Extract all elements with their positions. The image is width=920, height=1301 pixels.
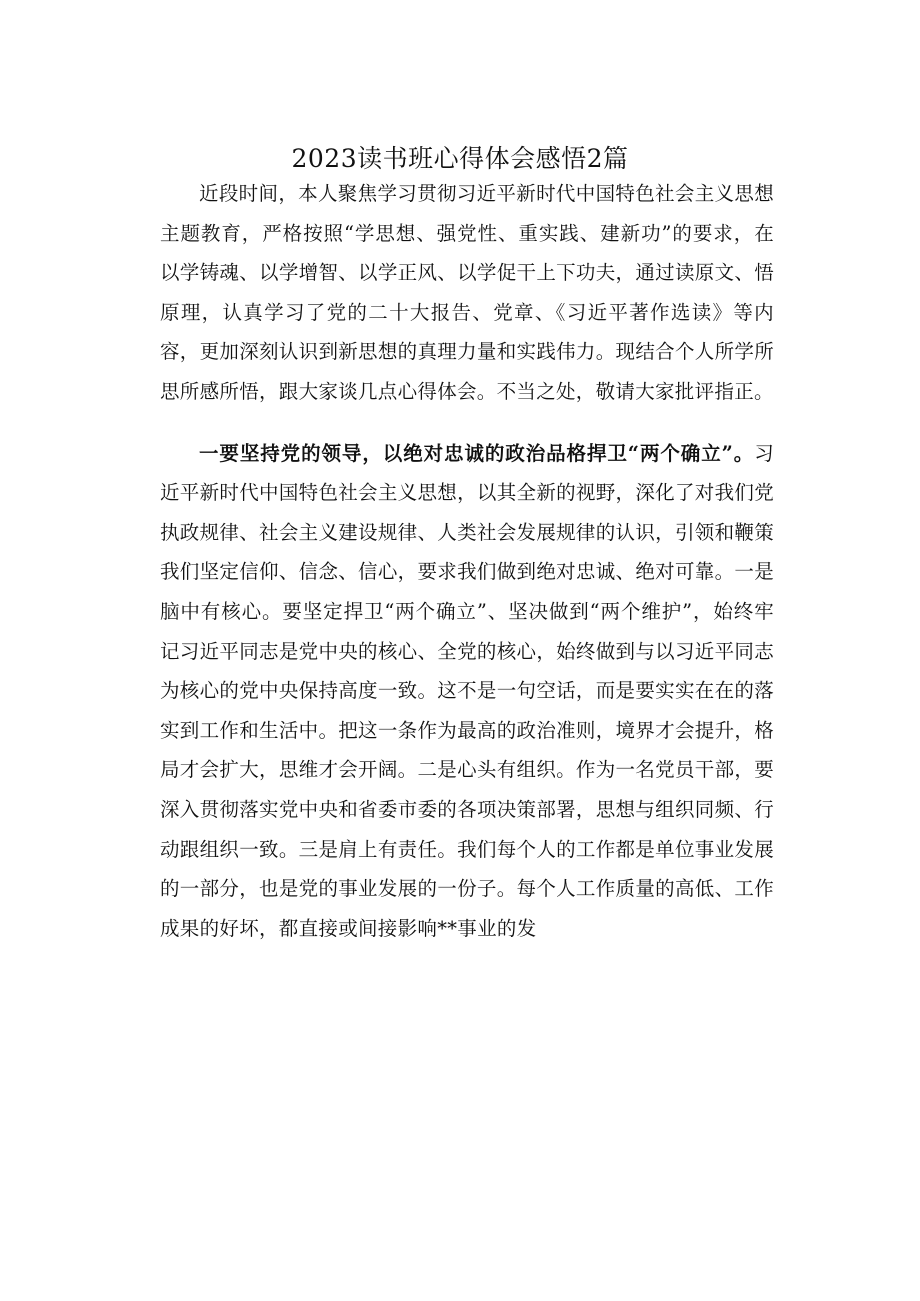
document-body <box>160 174 774 948</box>
section-1-paragraph <box>160 434 774 949</box>
intro-paragraph: 近段时间，本人聚焦学习贯彻习近平新时代中国特色社会主义思想主题教育，严格按照“学思想、强党性、重实践、建新功”的要求，在以学铸魂、以学增智、以学正风、以学促干上下功夫，通过读原文、悟原理，认真学习了党的二十大报告、党章、《习近平著作选读》等内容，更加深刻认识到新思想的真理力量和实践伟力。现结合个人所学所思所感所悟，跟大家谈几点心得体会。不当之处，敬请大家批评指正。 <box>160 182 774 403</box>
section-1-heading: 一要坚持党的领导，以绝对忠诚的政治品格捍卫“两个确立”。 <box>199 441 755 465</box>
document-title: 2023读书班心得体会感悟2篇 <box>291 144 629 173</box>
section-1-text: 习近平新时代中国特色社会主义思想，以其全新的视野，深化了对我们党执政规律、社会主义建设规律、人类社会发展规律的认识，引领和鞭策我们坚定信仰、信念、信心，要求我们做到绝对忠诚、绝对可靠。一是脑中有核心。要坚定捍卫“两个确立”、坚决做到“两个维护”，始终牢记习近平同志是党中央的核心、全党的核心，始终做到与以习近平同志为核心的党中央保持高度一致。这不是一句空话，而是要实实在在的落实到工作和生活中。把这一条作为最高的政治准则，境界才会提升，格局才会扩大，思维才会开阔。二是心头有组织。作为一名党员干部，要深入贯彻落实党中央和省委市委的各项决策部署，思想与组织同频、行动跟组织一致。三是肩上有责任。我们每个人的工作都是单位事业发展的一部分，也是党的事业发展的一份子。每个人工作质量的高低、工作成果的好坏，都直接或间接影响**事业的发 <box>160 441 774 940</box>
